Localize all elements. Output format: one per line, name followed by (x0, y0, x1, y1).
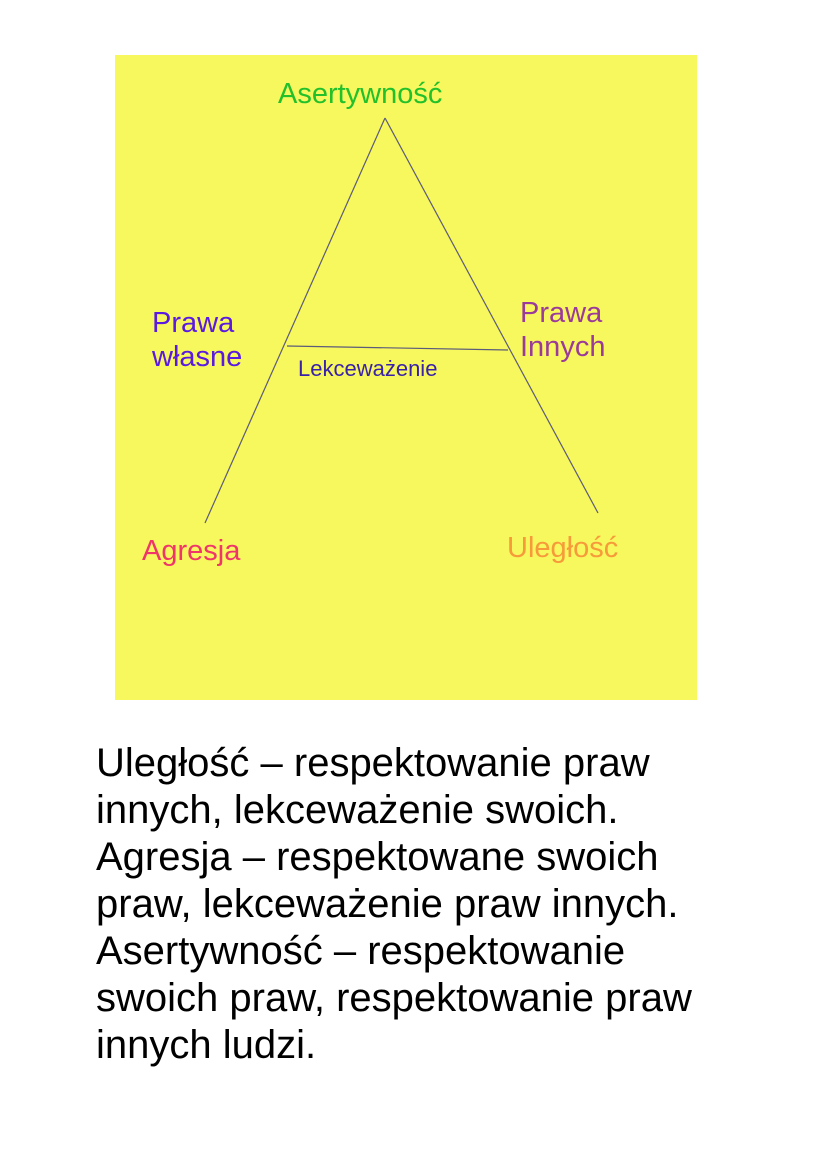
left-side-label-own-rights (152, 306, 242, 374)
description-text (96, 740, 786, 1069)
description-line: Agresja – respektowane swoich (96, 835, 659, 879)
right-side-label-others-rights (520, 296, 605, 364)
description-line: swoich praw, respektowanie praw (96, 976, 692, 1020)
description-line: Asertywność – respektowanie (96, 929, 626, 973)
bottom-right-label-submission: Uległość (507, 532, 619, 564)
description-line: Uległość – respektowanie praw (96, 741, 650, 785)
top-label-assertiveness: Asertywność (278, 78, 443, 110)
right-side-label-line-1: Prawa (520, 297, 603, 329)
left-side-label-line-2: własne (152, 341, 243, 373)
description-line: innych, lekceważenie swoich. (96, 788, 619, 832)
description-line: innych ludzi. (96, 1023, 317, 1067)
bottom-left-label-aggression: Agresja (142, 535, 241, 567)
left-side-label-line-1: Prawa (152, 307, 235, 339)
right-side-label-line-2: Innych (520, 331, 606, 363)
description-line: praw, lekceważenie praw innych. (96, 882, 679, 926)
crossbar-line (287, 346, 508, 350)
crossbar-label-disregard: Lekceważenie (298, 356, 438, 381)
